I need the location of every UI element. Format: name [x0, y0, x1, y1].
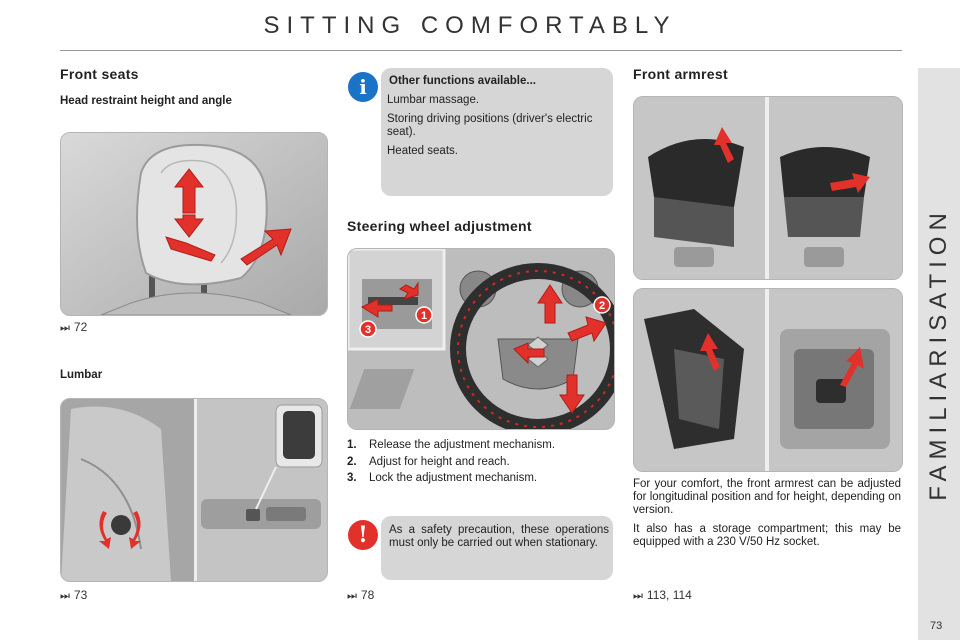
step-number: 1. [347, 439, 357, 451]
armrest-ref-page: 113, 114 [646, 588, 692, 602]
steering-ref-page: 78 [360, 588, 375, 602]
step-number: 2. [347, 455, 357, 468]
armrest-text-1: For your comfort, the front armrest can be adjusted for longitudinal position and for height, depending on version. [633, 478, 901, 516]
page-ref-icon: ⏭ [60, 590, 70, 602]
lumbar-ref [60, 588, 87, 603]
step-text: Release the adjustment mechanism. [369, 439, 556, 451]
armrest-storage-image [633, 288, 903, 472]
callout-3: 3 [364, 324, 372, 336]
front-seats-heading: Front seats [60, 66, 139, 82]
armrest-ref [633, 588, 692, 603]
callout-2: 2 [598, 300, 606, 312]
info-panel [381, 68, 613, 196]
section-tab-label: FAMILIARISATION [925, 207, 952, 501]
list-item [347, 470, 617, 487]
title-divider [60, 50, 902, 51]
head-restraint-ref [60, 320, 87, 335]
lumbar-image [60, 398, 328, 582]
armrest-heading: Front armrest [633, 66, 728, 82]
armrest-description [633, 478, 901, 555]
armrest-adjust-image [633, 96, 903, 280]
steering-ref [347, 588, 374, 603]
head-restraint-heading: Head restraint height and angle [60, 95, 232, 107]
step-number: 3. [347, 472, 357, 484]
info-item: Storing driving positions (driver's electric seat). [387, 113, 593, 138]
info-item: Heated seats. [387, 145, 458, 157]
callout-1: 1 [420, 310, 428, 322]
step-text: Lock the adjustment mechanism. [369, 472, 538, 484]
info-icon: i [348, 72, 378, 102]
section-tab [918, 68, 960, 640]
steering-steps [347, 437, 617, 487]
warning-panel [381, 516, 613, 580]
lumbar-ref-page: 73 [73, 588, 88, 602]
steering-wheel-image [347, 248, 615, 430]
step-text: Adjust for height and reach. [369, 455, 510, 468]
head-restraint-image [60, 132, 328, 316]
page-number: 73 [930, 620, 943, 632]
info-item: Lumbar massage. [387, 94, 480, 106]
info-heading: Other functions available... [389, 75, 536, 87]
armrest-text-2: It also has a storage compartment; this may be equipped with a 230 V/50 Hz socket. [633, 523, 901, 548]
warning-icon: ! [348, 520, 378, 550]
list-item [347, 454, 617, 471]
page-title: SITTING COMFORTABLY [263, 12, 677, 39]
steering-heading: Steering wheel adjustment [347, 218, 532, 234]
lumbar-heading: Lumbar [60, 369, 103, 381]
head-restraint-ref-page: 72 [73, 320, 88, 334]
list-item [347, 437, 617, 454]
page-ref-icon: ⏭ [60, 322, 70, 334]
warning-text: As a safety precaution, these operations must only be carried out when stationary. [389, 524, 609, 549]
page-ref-icon: ⏭ [347, 590, 357, 602]
page-ref-icon: ⏭ [633, 590, 643, 602]
